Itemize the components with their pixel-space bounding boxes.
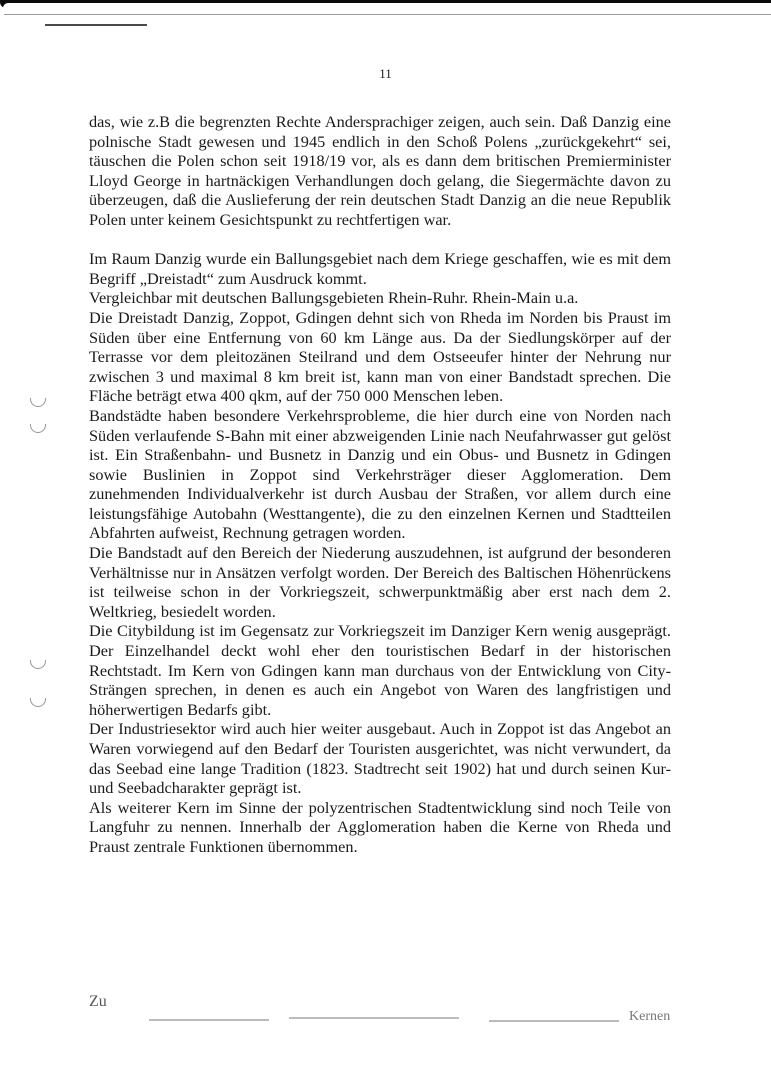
paragraph: Die Dreistadt Danzig, Zoppot, Gdingen dehnt sich von Rheda im Norden bis Praust im Süden über eine Entfernung von 60 km Länge aus. Da der Siedlungskörper auf der Terrasse vor dem pleitozänen Steilrand und dem Ostseeufer hinter der Nehrung nur zwischen 3 und maximal 8 km breit ist, kann man von einer Bandstadt sprechen. Die Fläche beträgt etwa 400 qkm, auf der 750 000 Menschen leben. bbox=[89, 307, 671, 406]
scan-border-top bbox=[0, 0, 771, 8]
paragraph: Vergleichbar mit deutschen Ballungsgebieten Rhein-Ruhr. Rhein-Main u.a. bbox=[89, 288, 579, 308]
scan-artifact-line bbox=[4, 14, 771, 15]
truncated-line-start: Zu bbox=[89, 993, 107, 1010]
scan-artifact-dash bbox=[45, 24, 147, 26]
paragraph: Der Industriesektor wird auch hier weiter ausgebaut. Auch in Zoppot ist das Angebot an Waren vorwiegend auf den Bedarf der Touristen ausgerichtet, was nicht verwundert, da das Seebad eine lange Tradition (1823. Stadtrecht seit 1902) hat und durch seinen Kur- und Seebadcharakter geprägt ist. bbox=[89, 719, 671, 798]
paragraph: das, wie z.B die begrenzten Rechte Andersprachiger zeigen, auch sein. Daß Danzig eine polnische Stadt gewesen und 1945 endlich in den Schoß Polens „zurückgekehrt“ sei, täuschen die Polen schon seit 1918/19 vor, als es dann dem britischen Premierminister Lloyd George in hartnäckigen Verhandlungen doch gelang, die Siegermächte davon zu überzeugen, daß die Auslieferung der rein deutschen Stadt Danzig an die neue Republik Polen unter keinem Gesichtspunkt zu rechtfertigen war. bbox=[89, 112, 671, 229]
paragraph: Im Raum Danzig wurde ein Ballungsgebiet nach dem Kriege geschaffen, wie es mit dem Begriff „Dreistadt“ zum Ausdruck kommt. bbox=[89, 249, 671, 288]
paragraph: Die Bandstadt auf den Bereich der Niederung auszudehnen, ist aufgrund der besonderen Verhältnisse nur in Ansätzen verfolgt worden. Der Bereich des Baltischen Höhenrückens ist teilweise schon in der Vorkriegszeit, schwerpunktmäßig aber erst nach dem 2. Weltkrieg, besiedelt worden. bbox=[89, 543, 671, 621]
punch-hole-mark bbox=[30, 424, 46, 433]
paragraph: Bandstädte haben besondere Verkehrsprobleme, die hier durch eine von Norden nach Süden verlaufende S-Bahn mit einer abzweigenden Linie nach Neufahrwasser gut gelöst ist. Ein Straßenbahn- und Busnetz in Danzig und ein Obus- und Busnetz in Gdingen sowie Buslinien in Zoppot sind Verkehrsträger dieser Agglomeration. Dem zunehmenden Individualverkehr ist durch Ausbau der Straßen, vor allem durch eine leistungsfähige Autobahn (Westtangente), die zu den einzelnen Kernen und Stadtteilen Abfahrten aufweist, Rechnung getragen worden. bbox=[89, 405, 671, 543]
document-body bbox=[89, 112, 671, 857]
paragraph: Als weiterer Kern im Sinne der polyzentrischen Stadtentwicklung sind noch Teile von Langfuhr zu nennen. Innerhalb der Agglomeration haben die Kerne von Rheda und Praust zentrale Funktionen übernommen. bbox=[89, 797, 671, 856]
truncated-line-faded bbox=[89, 1009, 689, 1025]
punch-hole-mark bbox=[30, 398, 46, 407]
truncated-line-end: Kernen bbox=[629, 1009, 671, 1024]
punch-hole-mark bbox=[30, 660, 46, 669]
punch-hole-mark bbox=[30, 698, 46, 707]
page-number: 11 bbox=[379, 66, 392, 81]
paragraph: Die Citybildung ist im Gegensatz zur Vorkriegszeit im Danziger Kern wenig ausgeprägt. Der Einzelhandel deckt wohl eher den touristischen Bedarf in der historischen Rechtstadt. Im Kern von Gdingen kann man durchaus von der Entwicklung von City-Strängen sprechen, in denen es auch ein Angebot von Waren des langfristigen und höherwertigen Bedarfs gibt. bbox=[89, 621, 671, 719]
